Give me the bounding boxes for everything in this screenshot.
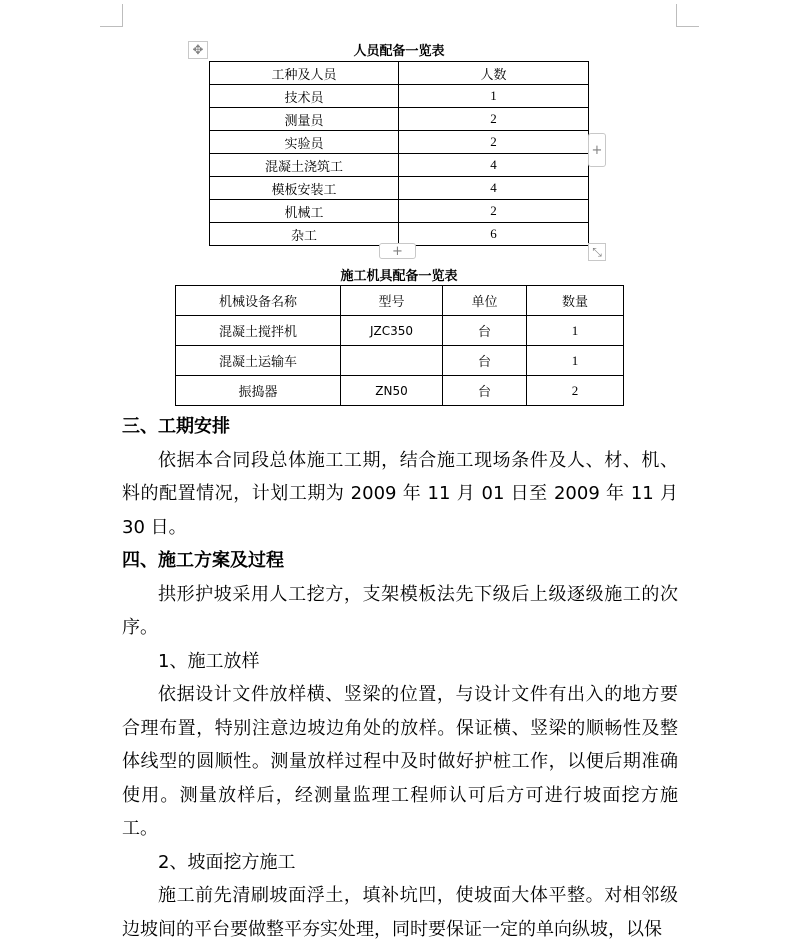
count-cell[interactable]: 4 [399,154,589,177]
subsection-heading: 2、坡面挖方施工 [158,851,296,873]
role-cell[interactable]: 技术员 [210,85,399,108]
table-row [210,200,589,223]
unit-cell[interactable]: 台 [443,346,527,376]
add-column-button[interactable]: + [588,133,606,167]
section-heading: 四、施工方案及过程 [122,550,284,571]
role-cell[interactable]: 杂工 [210,223,399,246]
table-row [210,154,589,177]
equipment-name-cell[interactable]: 混凝土运输车 [176,346,341,376]
table-row [176,346,624,376]
unit-cell[interactable]: 台 [443,316,527,346]
header-cell[interactable]: 数量 [527,286,624,316]
header-cell[interactable]: 工种及人员 [210,62,399,85]
count-cell[interactable]: 6 [399,223,589,246]
table-row [176,376,624,406]
paragraph: 施工前先清刷坡面浮土，填补坑凹，使坡面大体平整。对相邻级边坡间的平台要做整平夯实处理，同时要保证一定的单向纵坡，以保 [122,885,678,940]
table-row [210,85,589,108]
paragraph: 依据本合同段总体施工工期，结合施工现场条件及人、材、机、料的配置情况，计划工期为 2009 年 11 月 01 日至 2009 年 11 月 30 日。 [122,449,678,538]
subsection-heading: 1、施工放样 [158,650,260,672]
header-cell[interactable]: 单位 [443,286,527,316]
quantity-cell[interactable]: 1 [527,316,624,346]
section-heading: 三、工期安排 [122,416,230,437]
paragraph: 依据设计文件放样横、竖梁的位置，与设计文件有出入的地方要合理布置，特别注意边坡边角处的放样。保证横、竖梁的顺畅性及整体线型的圆顺性。测量放样过程中及时做好护桩工作，以便后期准确使用。测量放样后，经测量监理工程师认可后方可进行坡面挖方施工。 [122,684,678,839]
header-cell[interactable]: 型号 [341,286,443,316]
document-body[interactable] [122,410,678,946]
crop-mark-top-right-v [676,4,677,26]
equipment-name-cell[interactable]: 混凝土搅拌机 [176,316,341,346]
count-cell[interactable]: 2 [399,200,589,223]
count-cell[interactable]: 1 [399,85,589,108]
machinery-table[interactable] [175,285,624,406]
table-row [210,131,589,154]
equipment-name-cell[interactable]: 振捣器 [176,376,341,406]
role-cell[interactable]: 实验员 [210,131,399,154]
add-row-button[interactable]: + [379,243,416,259]
model-cell[interactable]: ZN50 [341,376,443,406]
table-move-handle-icon[interactable]: ✥ [188,41,208,59]
unit-cell[interactable]: 台 [443,376,527,406]
header-cell[interactable]: 人数 [399,62,589,85]
count-cell[interactable]: 2 [399,131,589,154]
header-cell[interactable]: 机械设备名称 [176,286,341,316]
quantity-cell[interactable]: 1 [527,346,624,376]
paragraph: 拱形护坡采用人工挖方，支架模板法先下级后上级逐级施工的次序。 [122,583,678,638]
personnel-table[interactable] [209,61,589,246]
table-header-row [210,62,589,85]
role-cell[interactable]: 机械工 [210,200,399,223]
model-cell[interactable]: JZC350 [341,316,443,346]
quantity-cell[interactable]: 2 [527,376,624,406]
personnel-table-title: 人员配备一览表 [353,44,445,59]
count-cell[interactable]: 2 [399,108,589,131]
role-cell[interactable]: 测量员 [210,108,399,131]
crop-mark-top-right-h [676,26,699,27]
count-cell[interactable]: 4 [399,177,589,200]
table-row [210,177,589,200]
table-row [176,316,624,346]
role-cell[interactable]: 混凝土浇筑工 [210,154,399,177]
resize-table-icon[interactable]: ⤡ [588,243,606,261]
crop-mark-top-left-h [100,26,123,27]
machinery-table-title: 施工机具配备一览表 [340,269,458,284]
table-row [210,108,589,131]
model-cell[interactable] [341,346,443,376]
role-cell[interactable]: 模板安装工 [210,177,399,200]
table-header-row [176,286,624,316]
crop-mark-top-left-v [122,4,123,26]
